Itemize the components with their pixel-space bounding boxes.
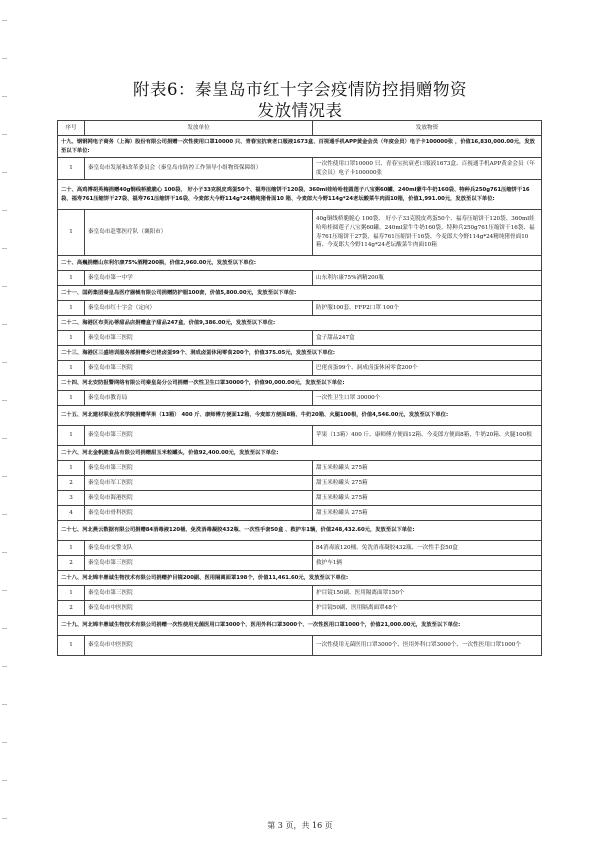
edge-tick	[2, 818, 7, 819]
section-text: 二十八、河北锦丰鼎诚生物技术有限公司捐赠护目镜200副、医用隔离面罩198个，价值11,461.60元，发放至以下单位:	[58, 571, 542, 586]
section-row	[58, 521, 542, 541]
row-number: 3	[58, 491, 85, 506]
row-number: 1	[58, 391, 85, 406]
row-number: 1	[58, 426, 85, 446]
distributed-goods: 山东利尔康75%酒精200瓶	[313, 271, 542, 286]
edge-tick	[2, 666, 7, 667]
section-text: 二十五、河北建材职业技术学院捐赠苹果（13箱） 400 斤、康师傅方便面12箱、今麦郎方便面8箱、牛奶20箱、火腿100根，价值4,546.00元，发放至以下单位:	[58, 406, 542, 426]
row-number: 4	[58, 506, 85, 521]
table-row	[58, 158, 542, 180]
distributed-goods: 护目镜150副、医用隔离面罩150个	[313, 586, 542, 601]
edge-tick	[2, 362, 7, 363]
section-text: 二十六、河北金帆脆食品有限公司捐赠甜玉米粒罐头，价值92,400.00元，发放至以下单位:	[58, 446, 542, 461]
edge-tick	[2, 780, 7, 781]
edge-tick	[2, 210, 7, 211]
edge-tick	[2, 628, 7, 629]
section-text: 二十四、河北安防报警网络有限公司秦皇岛分公司捐赠一次性卫生口罩30000个，价值90,000.00元，发放至以下单位:	[58, 376, 542, 391]
distributed-goods: 甜玉米粒罐头 275箱	[313, 461, 542, 476]
edge-tick	[2, 286, 7, 287]
section-row	[58, 136, 542, 158]
recipient-unit: 秦皇岛市中医医院	[85, 636, 313, 656]
recipient-unit: 秦皇岛市赴鄂医疗队（襄阳市）	[85, 210, 313, 256]
row-number: 2	[58, 556, 85, 571]
section-row	[58, 616, 542, 636]
table-row	[58, 391, 542, 406]
section-row	[58, 256, 542, 271]
header-seq: 序号	[58, 121, 85, 136]
edge-tick	[2, 58, 7, 59]
binding-edge-marks	[0, 0, 10, 848]
table-row	[58, 476, 542, 491]
table-body	[58, 136, 542, 656]
row-number: 1	[58, 541, 85, 556]
distributed-goods: 盒子甜品247盒	[313, 331, 542, 346]
section-row	[58, 571, 542, 586]
recipient-unit: 秦皇岛市发展和改革委员会（秦皇岛市防控工作领导小组物资保障组）	[85, 158, 313, 180]
distributed-goods: 防护服100套、FFP2口罩 100个	[313, 301, 542, 316]
section-row	[58, 446, 542, 461]
section-text: 二十三、海港区三盛培训服务部捐赠乡巴佬卤蛋99个、洞成卤蛋休闲零食200个，价值375.05元，发放至以下单位:	[58, 346, 542, 361]
section-text: 十九、钢钢网电子商务（上海）股份有限公司捐赠一次性使用口罩10000 只、青春宝抗衰老口服液1673盒、百视通手机APP黄金会员（年度会员）电子卡100000张 ，价值16,830,000.00元，发放至以下单位:	[58, 136, 542, 158]
recipient-unit: 秦皇岛市第三医院	[85, 461, 313, 476]
document-subtitle: 发放情况表	[257, 101, 343, 120]
distributed-goods: 护目镜50副、医用隔离面罩48个	[313, 601, 542, 616]
section-row	[58, 406, 542, 426]
section-text: 二十二、海港区布芙沁蒂甜品店捐赠盒子甜品247盒，价值9,386.00元，发放至以下单位:	[58, 316, 542, 331]
table-row	[58, 426, 542, 446]
recipient-unit: 秦皇岛市第一中学	[85, 271, 313, 286]
row-number: 1	[58, 636, 85, 656]
header-unit: 发放单位	[85, 121, 313, 136]
section-text: 二十一、国药集团秦皇岛医疗器械有限公司捐赠防护服100套，价值5,800.00元，发放至以下单位:	[58, 286, 542, 301]
page-footer: 第 3 页，共 16 页	[267, 821, 333, 830]
edge-tick	[2, 552, 7, 553]
table-row	[58, 506, 542, 521]
recipient-unit: 秦皇岛市第三医院	[85, 426, 313, 446]
header-goods: 发放物资	[313, 121, 542, 136]
edge-tick	[2, 438, 7, 439]
edge-tick	[2, 476, 7, 477]
table-row	[58, 541, 542, 556]
distributed-goods: 甜玉米粒罐头 275箱	[313, 491, 542, 506]
section-text: 二十、高巍捐赠山东利尔康75%酒精200瓶，价值2,960.00元，发放至以下单位:	[58, 256, 542, 271]
recipient-unit: 秦皇岛市军工医院	[85, 476, 313, 491]
edge-tick	[2, 514, 7, 515]
section-text: 二十九、河北锦丰鼎诚生物技术有限公司捐赠一次性使用无菌医用口罩3000个、医用外科口罩3000个、一次性医用口罩1000个，价值21,000.00元，发放至以下单位:	[58, 616, 542, 636]
recipient-unit: 秦皇岛市骨科医院	[85, 506, 313, 521]
recipient-unit: 秦皇岛市中医医院	[85, 601, 313, 616]
recipient-unit: 秦皇岛市第三医院	[85, 361, 313, 376]
distributed-goods: 甜玉米粒罐头 275箱	[313, 476, 542, 491]
row-number: 1	[58, 461, 85, 476]
table-row	[58, 210, 542, 256]
table-row	[58, 461, 542, 476]
table-row	[58, 601, 542, 616]
edge-tick	[2, 172, 7, 173]
distribution-table	[57, 120, 542, 656]
recipient-unit: 秦皇岛市海港医院	[85, 491, 313, 506]
distributed-goods: 40g铜线桥脆脆心 100袋、 好小子33克脱皮鸡蛋50个、福寿压缩饼干120袋、360ml娃哈哈桂圆莲子八宝粥60罐、240ml蒙牛牛奶160袋、特种兵250g761压缩饼干16袋、福寿761压缩饼干27袋、福寿761压缩饼干16袋、今麦郎大今野114g*24精纯猪骨面10 箱、今麦郎大今野114g*24老坛酸菜牛肉面10箱	[313, 210, 542, 256]
distributed-goods: 甜玉米粒罐头 275箱	[313, 506, 542, 521]
distributed-goods: 一次性卫生口罩 30000个	[313, 391, 542, 406]
edge-tick	[2, 248, 7, 249]
distributed-goods: 一次性使用口罩10000 只、青春宝抗衰老口服液1673盒、百视通手机APP黄金会员（年度会员）电子卡100000张	[313, 158, 542, 180]
table-row	[58, 271, 542, 286]
section-text: 二十七、河北燕云数据有限公司捐赠84消毒液120桶、免洗消毒凝胶432瓶、一次性手套50盒 、救护车1辆，价值248,432.60元，发放至以下单位:	[58, 521, 542, 541]
recipient-unit: 秦皇岛市第三医院	[85, 556, 313, 571]
row-number: 1	[58, 271, 85, 286]
section-row	[58, 286, 542, 301]
edge-tick	[2, 134, 7, 135]
row-number: 1	[58, 210, 85, 256]
section-row	[58, 316, 542, 331]
row-number: 1	[58, 586, 85, 601]
edge-tick	[2, 20, 7, 21]
distributed-goods: 84消毒液120桶、免洗消毒凝胶432瓶、一次性手套50盒	[313, 541, 542, 556]
recipient-unit: 秦皇岛市红十字会（定向）	[85, 301, 313, 316]
distributed-goods: 救护车1辆	[313, 556, 542, 571]
table-row	[58, 491, 542, 506]
distributed-goods: 苹果（13箱）400 斤、康师傅方便面12箱、今麦郎方便面8箱、牛奶20箱、火腿100根	[313, 426, 542, 446]
section-row	[58, 346, 542, 361]
edge-tick	[2, 704, 7, 705]
row-number: 2	[58, 476, 85, 491]
table-header-row	[58, 121, 542, 136]
recipient-unit: 秦皇岛市第三医院	[85, 586, 313, 601]
section-row	[58, 376, 542, 391]
table-row	[58, 586, 542, 601]
section-text: 二十、高鸡博胡英梅捐赠40g铜线桥脆脆心 100袋、 好小子33克脱皮鸡蛋50个、福寿压缩饼干120袋、360ml娃哈哈桂圆莲子八宝粥60罐、240ml蒙牛牛奶160袋、特种兵250g761压缩饼干16袋、福寿761压缩饼干27袋、福寿761压缩饼干16袋、今麦郎大今野114g*24精纯猪骨面10 箱、今麦郎大今野114g*24老坛酸菜牛肉面10箱，价值1,991.00元，发放至以下单位:	[58, 180, 542, 210]
recipient-unit: 秦皇岛市第三医院	[85, 331, 313, 346]
table-row	[58, 331, 542, 346]
recipient-unit: 秦皇岛市交警支队	[85, 541, 313, 556]
distributed-goods: 巴佬卤蛋99个、洞成卤蛋休闲零食200个	[313, 361, 542, 376]
edge-tick	[2, 400, 7, 401]
edge-tick	[2, 324, 7, 325]
edge-tick	[2, 590, 7, 591]
table-row	[58, 301, 542, 316]
table-row	[58, 361, 542, 376]
row-number: 1	[58, 331, 85, 346]
recipient-unit: 秦皇岛市教育局	[85, 391, 313, 406]
distributed-goods: 一次性使用无菌医用口罩3000个、医用外科口罩3000个、一次性医用口罩1000个	[313, 636, 542, 656]
edge-tick	[2, 742, 7, 743]
table-row	[58, 556, 542, 571]
section-row	[58, 180, 542, 210]
row-number: 1	[58, 158, 85, 180]
row-number: 1	[58, 361, 85, 376]
row-number: 1	[58, 301, 85, 316]
row-number: 2	[58, 601, 85, 616]
document-title: 附表6：秦皇岛市红十字会疫情防控捐赠物资	[133, 80, 467, 99]
table-row	[58, 636, 542, 656]
